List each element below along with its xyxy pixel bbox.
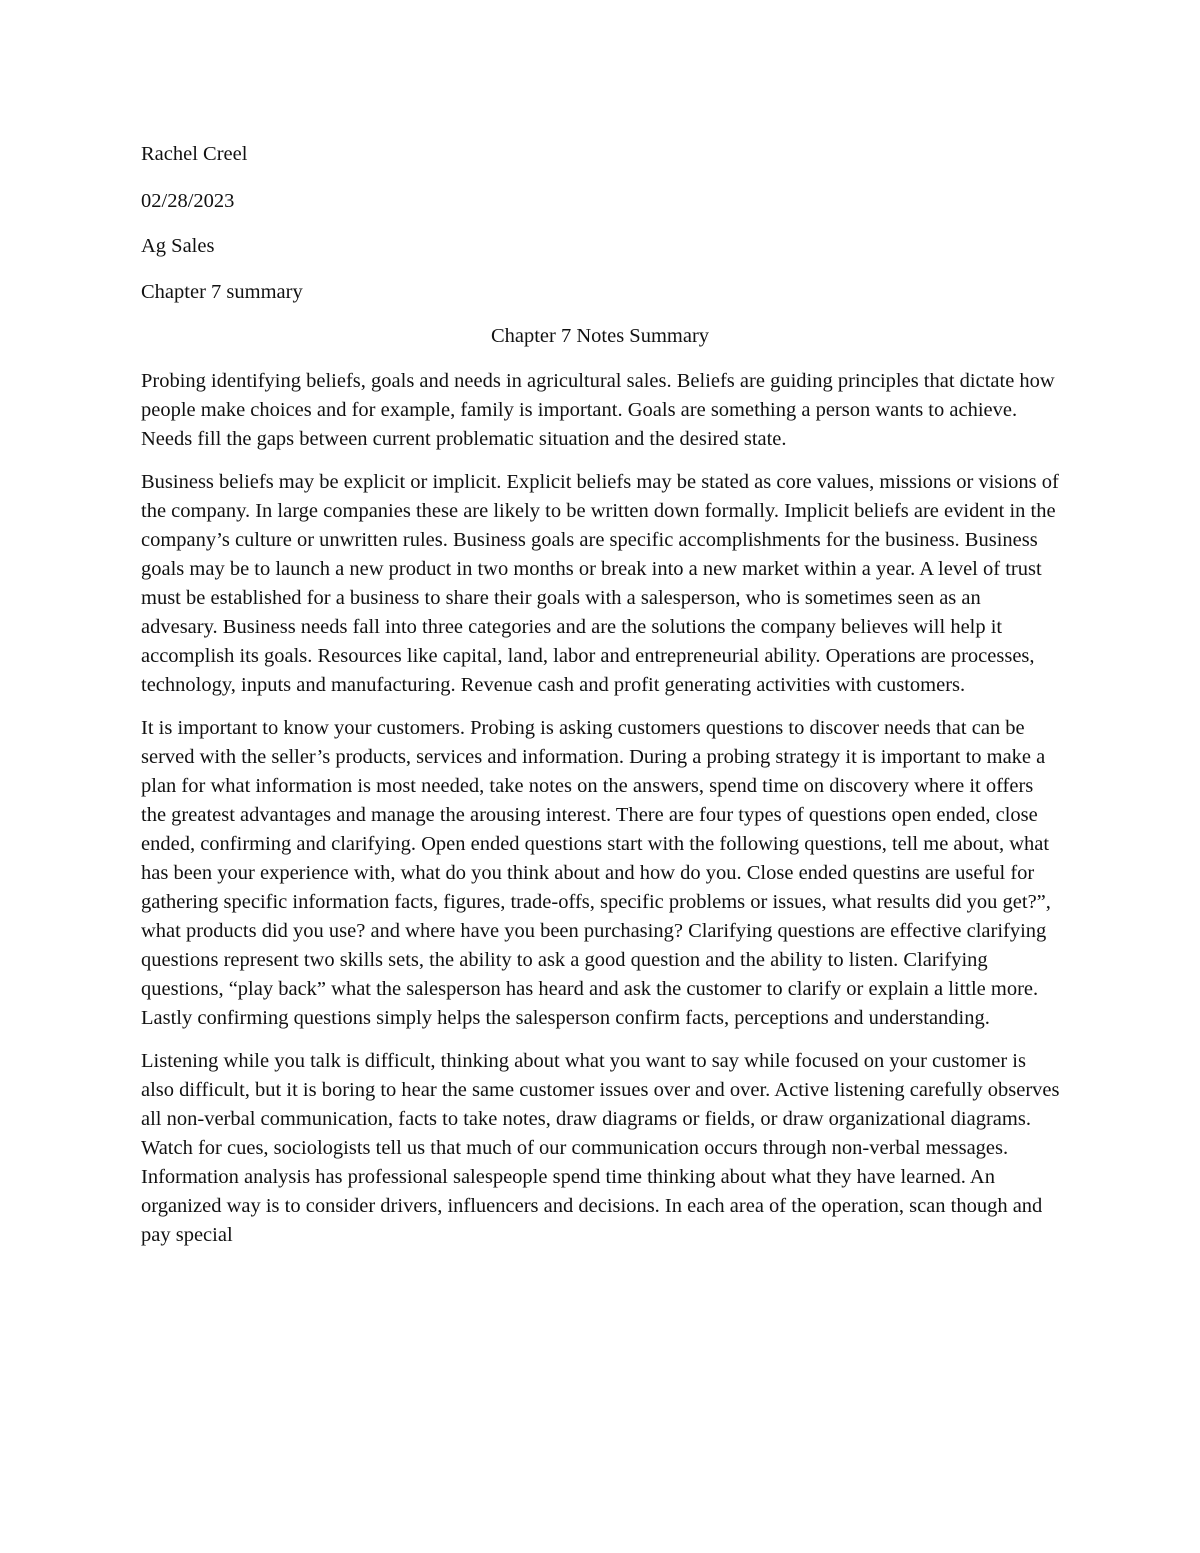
paragraph-business-beliefs: Business beliefs may be explicit or implicit. Explicit beliefs may be stated as core values, missions or visions of the company. In large companies these are likely to be written down formally. Implicit beliefs are evident in the company’s culture or unwritten rules. Business goals are specific accomplishments for the business. Business goals may be to launch a new product in two months or break into a new market within a year. A level of trust must be established for a business to share their goals with a salesperson, who is sometimes seen as an advesary. Business needs fall into three categories and are the solutions the company believes will help it accomplish its goals. Resources like capital, land, labor and entrepreneurial ability. Operations are processes, technology, inputs and manufacturing. Revenue cash and profit generating activities with customers. [141, 471, 1059, 696]
course-name: Ag Sales [141, 235, 215, 257]
document-title: Chapter 7 Notes Summary [490, 325, 710, 347]
paragraph-beliefs-goals-needs: Probing identifying beliefs, goals and needs in agricultural sales. Beliefs are guiding principles that dictate how people make choices and for example, family is important. Goals are something a person wants to achieve. Needs fill the gaps between current problematic situation and the desired state. [141, 370, 1055, 450]
document-body [141, 367, 1061, 1264]
assignment-name: Chapter 7 summary [141, 281, 303, 303]
paragraph-listening: Listening while you talk is difficult, thinking about what you want to say while focused on your customer is also difficult, but it is boring to hear the same customer issues over and over. Active listening carefully observes all non-verbal communication, facts to take notes, draw diagrams or fields, or draw organizational diagrams. Watch for cues, sociologists tell us that much of our communication occurs through non-verbal messages. Information analysis has professional salespeople spend time thinking about what they have learned. An organized way is to consider drivers, influencers and decisions. In each area of the operation, scan though and pay special [141, 1050, 1060, 1246]
paragraph-probing-questions: It is important to know your customers. Probing is asking customers questions to discover needs that can be served with the seller’s products, services and information. During a probing strategy it is important to make a plan for what information is most needed, take notes on the answers, spend time on discovery where it offers the greatest advantages and manage the arousing interest. There are four types of questions open ended, close ended, confirming and clarifying. Open ended questions start with the following questions, tell me about, what has been your experience with, what do you think about and how do you. Close ended questins are useful for gathering specific information facts, figures, trade-offs, specific problems or issues, what results did you get?”, what products did you use? and where have you been purchasing? Clarifying questions are effective clarifying questions represent two skills sets, the ability to ask a good question and the ability to listen. Clarifying questions, “play back” what the salesperson has heard and ask the customer to clarify or explain a little more. Lastly confirming questions simply helps the salesperson confirm facts, perceptions and understanding. [141, 717, 1051, 1029]
author-name: Rachel Creel [141, 143, 248, 165]
document-date: 02/28/2023 [141, 190, 235, 212]
